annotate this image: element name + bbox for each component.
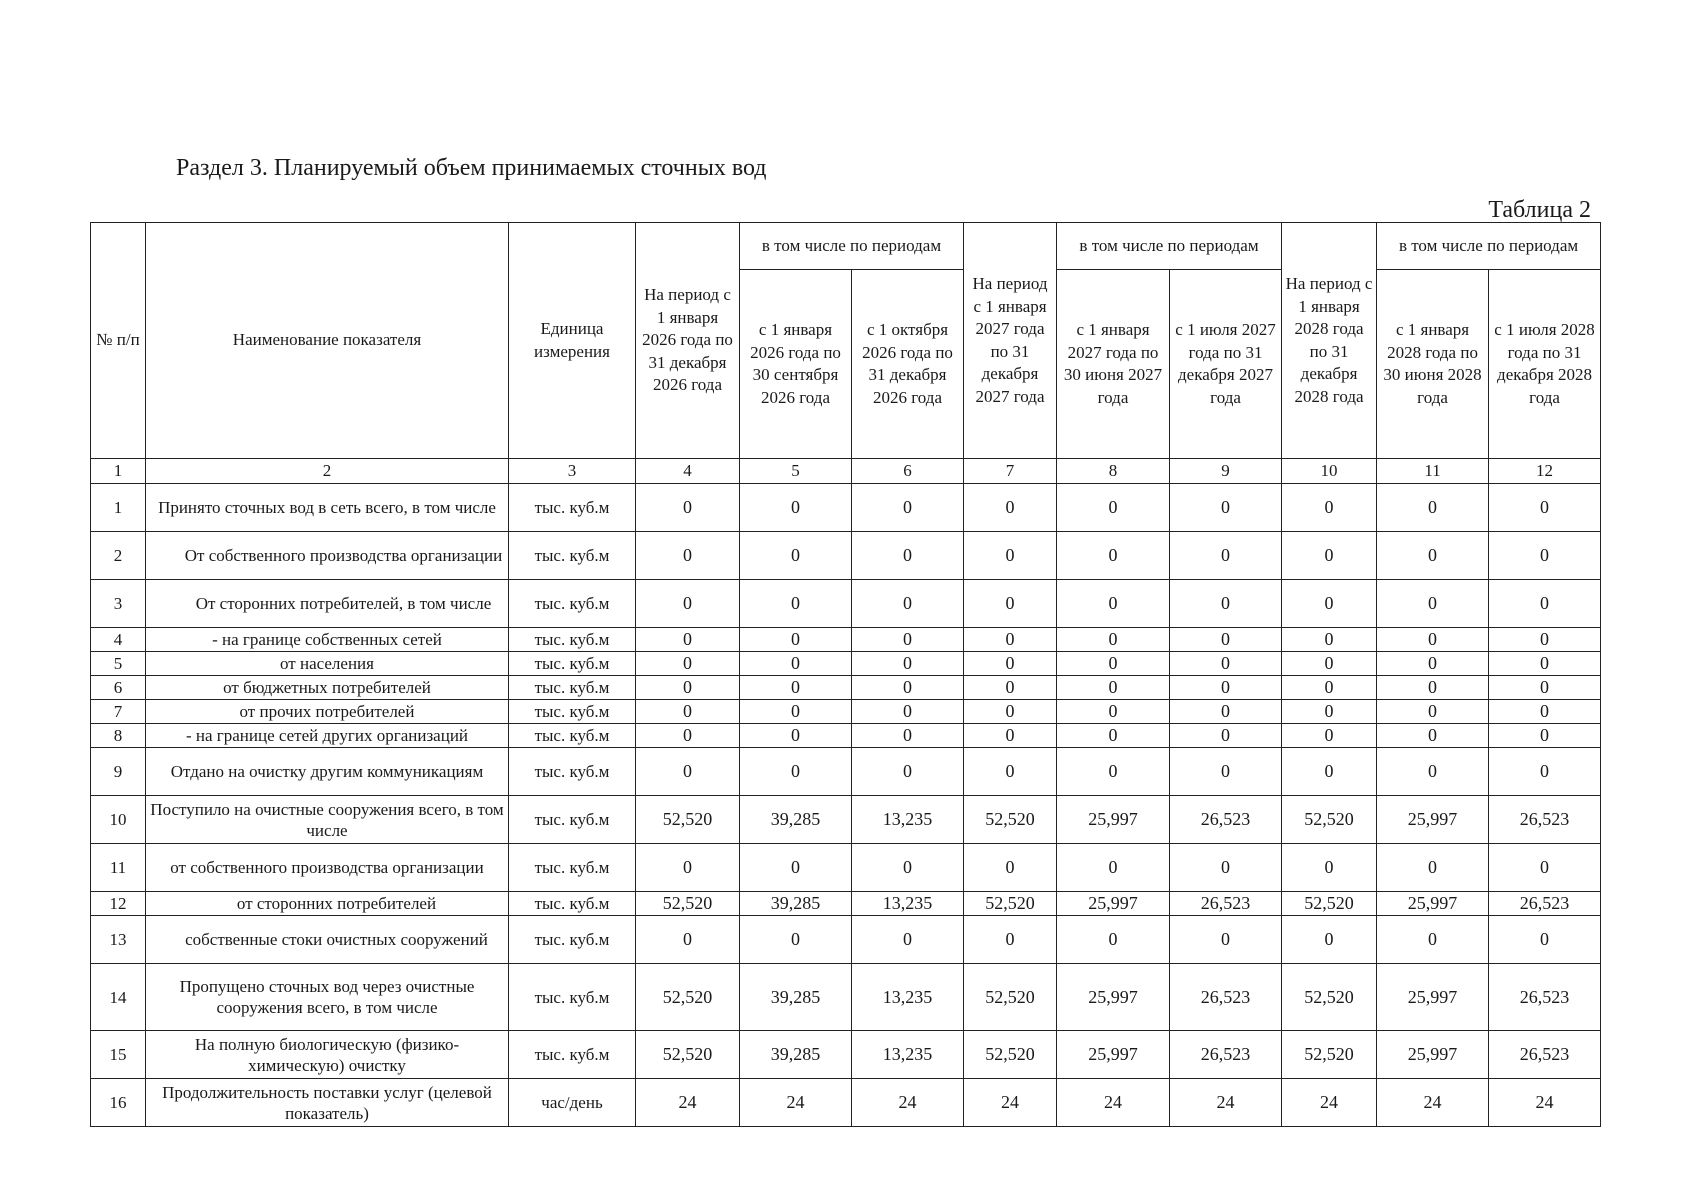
row-value: 0 xyxy=(740,628,852,652)
row-value: 0 xyxy=(964,748,1057,796)
row-value: 0 xyxy=(852,724,964,748)
header-unit: Единица измерения xyxy=(509,223,636,459)
row-value: 26,523 xyxy=(1489,964,1601,1031)
row-value: 0 xyxy=(1282,628,1377,652)
row-value: 25,997 xyxy=(1377,1031,1489,1079)
row-number: 9 xyxy=(91,748,146,796)
row-name: От собственного производства организации xyxy=(146,532,509,580)
row-name: Принято сточных вод в сеть всего, в том числе xyxy=(146,484,509,532)
row-value: 39,285 xyxy=(740,1031,852,1079)
row-value: 0 xyxy=(964,916,1057,964)
row-unit: тыс. куб.м xyxy=(509,724,636,748)
row-value: 0 xyxy=(1377,652,1489,676)
row-value: 25,997 xyxy=(1377,892,1489,916)
row-value: 26,523 xyxy=(1170,892,1282,916)
row-value: 0 xyxy=(852,580,964,628)
row-name: от бюджетных потребителей xyxy=(146,676,509,700)
row-value: 24 xyxy=(1170,1079,1282,1127)
row-value: 0 xyxy=(1489,916,1601,964)
row-value: 0 xyxy=(1282,532,1377,580)
row-value: 0 xyxy=(1489,700,1601,724)
row-unit: тыс. куб.м xyxy=(509,964,636,1031)
header-subperiods-2026: в том числе по периодам xyxy=(740,223,964,270)
row-unit: тыс. куб.м xyxy=(509,652,636,676)
row-unit: тыс. куб.м xyxy=(509,532,636,580)
row-value: 0 xyxy=(1282,652,1377,676)
header-2026-q4: с 1 октября 2026 года по 31 декабря 2026 года xyxy=(852,270,964,459)
row-number: 7 xyxy=(91,700,146,724)
column-number: 3 xyxy=(509,459,636,484)
row-number: 10 xyxy=(91,796,146,844)
row-unit: тыс. куб.м xyxy=(509,844,636,892)
row-value: 0 xyxy=(1057,484,1170,532)
row-value: 0 xyxy=(1282,700,1377,724)
row-value: 0 xyxy=(964,844,1057,892)
row-value: 26,523 xyxy=(1170,796,1282,844)
row-value: 0 xyxy=(740,916,852,964)
row-value: 52,520 xyxy=(636,964,740,1031)
row-name: от собственного производства организации xyxy=(146,844,509,892)
row-value: 0 xyxy=(1489,580,1601,628)
row-value: 0 xyxy=(1489,676,1601,700)
row-value: 0 xyxy=(1170,676,1282,700)
row-number: 12 xyxy=(91,892,146,916)
row-value: 0 xyxy=(740,700,852,724)
row-value: 0 xyxy=(1170,484,1282,532)
row-value: 52,520 xyxy=(964,892,1057,916)
row-unit: тыс. куб.м xyxy=(509,892,636,916)
row-value: 26,523 xyxy=(1489,796,1601,844)
row-number: 13 xyxy=(91,916,146,964)
row-value: 0 xyxy=(1282,484,1377,532)
row-value: 0 xyxy=(1057,532,1170,580)
row-value: 0 xyxy=(1377,748,1489,796)
row-value: 0 xyxy=(636,580,740,628)
row-value: 0 xyxy=(636,916,740,964)
column-number: 4 xyxy=(636,459,740,484)
row-value: 0 xyxy=(1170,628,1282,652)
row-unit: тыс. куб.м xyxy=(509,628,636,652)
row-value: 0 xyxy=(1057,844,1170,892)
column-number: 10 xyxy=(1282,459,1377,484)
header-subperiods-2027: в том числе по периодам xyxy=(1057,223,1282,270)
row-value: 26,523 xyxy=(1170,964,1282,1031)
table-row xyxy=(91,892,1601,916)
row-value: 0 xyxy=(740,580,852,628)
row-value: 25,997 xyxy=(1057,892,1170,916)
row-value: 0 xyxy=(1282,844,1377,892)
header-2028-h1: с 1 января 2028 года по 30 июня 2028 года xyxy=(1377,270,1489,459)
table-row xyxy=(91,1079,1601,1127)
row-value: 0 xyxy=(1057,652,1170,676)
row-value: 0 xyxy=(636,748,740,796)
row-value: 0 xyxy=(852,748,964,796)
row-name: собственные стоки очистных сооружений xyxy=(146,916,509,964)
row-value: 39,285 xyxy=(740,964,852,1031)
column-number: 1 xyxy=(91,459,146,484)
row-name: Поступило на очистные сооружения всего, в том числе xyxy=(146,796,509,844)
row-value: 0 xyxy=(964,676,1057,700)
row-name: Отдано на очистку другим коммуникациям xyxy=(146,748,509,796)
column-number: 8 xyxy=(1057,459,1170,484)
header-num: № п/п xyxy=(91,223,146,459)
row-value: 25,997 xyxy=(1057,796,1170,844)
header-name: Наименование показателя xyxy=(146,223,509,459)
row-value: 0 xyxy=(740,844,852,892)
row-value: 0 xyxy=(636,484,740,532)
table-row xyxy=(91,652,1601,676)
row-value: 0 xyxy=(1377,844,1489,892)
row-value: 0 xyxy=(1377,724,1489,748)
row-value: 24 xyxy=(636,1079,740,1127)
row-value: 0 xyxy=(1489,748,1601,796)
row-value: 24 xyxy=(1057,1079,1170,1127)
table-row xyxy=(91,700,1601,724)
row-value: 0 xyxy=(1170,532,1282,580)
column-number-row xyxy=(91,459,1601,484)
row-unit: тыс. куб.м xyxy=(509,676,636,700)
row-value: 0 xyxy=(852,700,964,724)
row-value: 0 xyxy=(1377,700,1489,724)
row-value: 0 xyxy=(1057,748,1170,796)
row-value: 0 xyxy=(740,676,852,700)
row-value: 0 xyxy=(636,676,740,700)
column-number: 2 xyxy=(146,459,509,484)
table-row xyxy=(91,916,1601,964)
row-unit: тыс. куб.м xyxy=(509,796,636,844)
row-value: 26,523 xyxy=(1489,892,1601,916)
row-value: 24 xyxy=(964,1079,1057,1127)
row-value: 24 xyxy=(1377,1079,1489,1127)
row-value: 0 xyxy=(964,580,1057,628)
table-row xyxy=(91,676,1601,700)
row-number: 4 xyxy=(91,628,146,652)
column-number: 7 xyxy=(964,459,1057,484)
row-value: 0 xyxy=(636,532,740,580)
row-number: 3 xyxy=(91,580,146,628)
row-value: 0 xyxy=(852,484,964,532)
row-value: 13,235 xyxy=(852,892,964,916)
row-name: От сторонних потребителей, в том числе xyxy=(146,580,509,628)
row-value: 52,520 xyxy=(1282,1031,1377,1079)
row-number: 1 xyxy=(91,484,146,532)
row-value: 0 xyxy=(1170,700,1282,724)
row-number: 8 xyxy=(91,724,146,748)
header-2027-h2: с 1 июля 2027 года по 31 декабря 2027 года xyxy=(1170,270,1282,459)
row-name: от населения xyxy=(146,652,509,676)
row-number: 6 xyxy=(91,676,146,700)
row-value: 52,520 xyxy=(964,964,1057,1031)
table-row xyxy=(91,484,1601,532)
row-value: 0 xyxy=(1057,628,1170,652)
header-period-2026: На период с 1 января 2026 года по 31 декабря 2026 года xyxy=(636,223,740,459)
row-name: от сторонних потребителей xyxy=(146,892,509,916)
row-name: На полную биологическую (физико-химическую) очистку xyxy=(146,1031,509,1079)
water-volume-table xyxy=(90,222,1601,1127)
column-number: 5 xyxy=(740,459,852,484)
row-value: 0 xyxy=(1489,844,1601,892)
row-value: 25,997 xyxy=(1377,964,1489,1031)
table-row xyxy=(91,532,1601,580)
row-value: 0 xyxy=(1170,748,1282,796)
row-value: 0 xyxy=(1489,628,1601,652)
row-value: 0 xyxy=(636,724,740,748)
row-name: Пропущено сточных вод через очистные сооружения всего, в том числе xyxy=(146,964,509,1031)
row-value: 24 xyxy=(852,1079,964,1127)
column-number: 11 xyxy=(1377,459,1489,484)
row-value: 52,520 xyxy=(1282,964,1377,1031)
row-value: 0 xyxy=(1057,580,1170,628)
header-period-2028: На период с 1 января 2028 года по 31 декабря 2028 года xyxy=(1282,223,1377,459)
row-name: от прочих потребителей xyxy=(146,700,509,724)
row-value: 24 xyxy=(740,1079,852,1127)
table-row xyxy=(91,844,1601,892)
row-value: 0 xyxy=(1489,724,1601,748)
header-subperiods-2028: в том числе по периодам xyxy=(1377,223,1601,270)
row-value: 0 xyxy=(636,628,740,652)
row-value: 52,520 xyxy=(1282,796,1377,844)
row-value: 52,520 xyxy=(1282,892,1377,916)
header-2026-q1-q3: с 1 января 2026 года по 30 сентября 2026 года xyxy=(740,270,852,459)
row-unit: тыс. куб.м xyxy=(509,580,636,628)
row-number: 16 xyxy=(91,1079,146,1127)
row-value: 0 xyxy=(1057,676,1170,700)
row-value: 0 xyxy=(1282,724,1377,748)
row-value: 24 xyxy=(1489,1079,1601,1127)
row-value: 0 xyxy=(852,676,964,700)
row-name: - на границе собственных сетей xyxy=(146,628,509,652)
row-value: 0 xyxy=(852,652,964,676)
header-2028-h2: с 1 июля 2028 года по 31 декабря 2028 года xyxy=(1489,270,1601,459)
row-value: 0 xyxy=(1282,580,1377,628)
row-value: 0 xyxy=(1489,484,1601,532)
row-value: 26,523 xyxy=(1170,1031,1282,1079)
row-value: 52,520 xyxy=(636,796,740,844)
row-value: 0 xyxy=(1282,916,1377,964)
row-value: 0 xyxy=(1282,748,1377,796)
row-value: 0 xyxy=(1489,652,1601,676)
row-unit: тыс. куб.м xyxy=(509,748,636,796)
row-value: 0 xyxy=(1170,916,1282,964)
row-value: 0 xyxy=(1377,916,1489,964)
row-value: 13,235 xyxy=(852,796,964,844)
row-value: 0 xyxy=(1057,916,1170,964)
row-value: 25,997 xyxy=(1377,796,1489,844)
row-value: 0 xyxy=(852,532,964,580)
header-period-2027: На период с 1 января 2027 года по 31 декабря 2027 года xyxy=(964,223,1057,459)
table-row xyxy=(91,628,1601,652)
row-number: 5 xyxy=(91,652,146,676)
column-number: 9 xyxy=(1170,459,1282,484)
row-value: 0 xyxy=(636,700,740,724)
table-row xyxy=(91,748,1601,796)
table-row xyxy=(91,1031,1601,1079)
row-value: 0 xyxy=(1377,580,1489,628)
row-value: 0 xyxy=(1377,484,1489,532)
row-value: 25,997 xyxy=(1057,964,1170,1031)
row-unit: тыс. куб.м xyxy=(509,484,636,532)
row-number: 15 xyxy=(91,1031,146,1079)
row-value: 0 xyxy=(1170,652,1282,676)
row-value: 0 xyxy=(1377,628,1489,652)
row-value: 52,520 xyxy=(636,892,740,916)
row-value: 0 xyxy=(1057,700,1170,724)
row-value: 25,997 xyxy=(1057,1031,1170,1079)
row-value: 0 xyxy=(1170,580,1282,628)
column-number: 6 xyxy=(852,459,964,484)
row-value: 39,285 xyxy=(740,796,852,844)
row-number: 14 xyxy=(91,964,146,1031)
table-row xyxy=(91,964,1601,1031)
row-name: - на границе сетей других организаций xyxy=(146,724,509,748)
row-value: 0 xyxy=(964,700,1057,724)
row-value: 0 xyxy=(964,724,1057,748)
row-value: 0 xyxy=(740,652,852,676)
row-value: 24 xyxy=(1282,1079,1377,1127)
row-value: 26,523 xyxy=(1489,1031,1601,1079)
row-value: 52,520 xyxy=(964,1031,1057,1079)
row-value: 0 xyxy=(636,652,740,676)
table-row xyxy=(91,580,1601,628)
row-value: 0 xyxy=(1489,532,1601,580)
row-value: 0 xyxy=(964,652,1057,676)
row-value: 0 xyxy=(964,532,1057,580)
row-unit: тыс. куб.м xyxy=(509,700,636,724)
row-value: 13,235 xyxy=(852,964,964,1031)
row-value: 0 xyxy=(852,916,964,964)
row-value: 0 xyxy=(740,532,852,580)
row-value: 0 xyxy=(1377,532,1489,580)
row-name: Продолжительность поставки услуг (целевой показатель) xyxy=(146,1079,509,1127)
row-unit: час/день xyxy=(509,1079,636,1127)
table-row xyxy=(91,724,1601,748)
row-value: 52,520 xyxy=(636,1031,740,1079)
row-value: 0 xyxy=(852,844,964,892)
section-title: Раздел 3. Планируемый объем принимаемых сточных вод xyxy=(176,155,767,181)
row-value: 0 xyxy=(1170,724,1282,748)
table-caption: Таблица 2 xyxy=(1488,197,1591,223)
row-value: 0 xyxy=(852,628,964,652)
row-value: 0 xyxy=(740,748,852,796)
row-value: 0 xyxy=(1057,724,1170,748)
row-value: 0 xyxy=(740,724,852,748)
row-number: 11 xyxy=(91,844,146,892)
row-value: 0 xyxy=(1282,676,1377,700)
row-value: 0 xyxy=(964,484,1057,532)
column-number: 12 xyxy=(1489,459,1601,484)
row-value: 52,520 xyxy=(964,796,1057,844)
row-value: 39,285 xyxy=(740,892,852,916)
row-value: 0 xyxy=(1377,676,1489,700)
row-value: 0 xyxy=(1170,844,1282,892)
row-number: 2 xyxy=(91,532,146,580)
row-value: 0 xyxy=(740,484,852,532)
header-2027-h1: с 1 января 2027 года по 30 июня 2027 года xyxy=(1057,270,1170,459)
row-unit: тыс. куб.м xyxy=(509,1031,636,1079)
row-value: 0 xyxy=(964,628,1057,652)
table-row xyxy=(91,796,1601,844)
row-unit: тыс. куб.м xyxy=(509,916,636,964)
row-value: 13,235 xyxy=(852,1031,964,1079)
row-value: 0 xyxy=(636,844,740,892)
